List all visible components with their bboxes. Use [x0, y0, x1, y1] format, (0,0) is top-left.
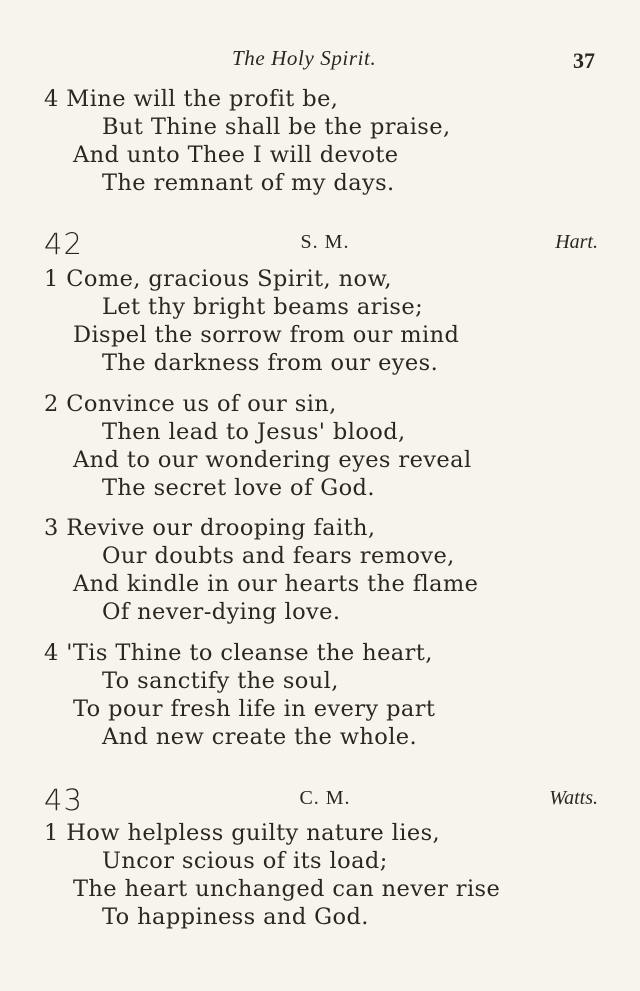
verse-line: 1 Come, gracious Spirit, now, [44, 266, 392, 292]
verse-line: 4 'Tis Thine to cleanse the heart, [44, 640, 433, 666]
hymn-heading [0, 227, 640, 261]
verse-line: Of never-dying love. [102, 599, 341, 625]
hymn-meter: C. M. [299, 787, 351, 809]
verse-line: The remnant of my days. [102, 170, 395, 196]
verse-line: Uncor scious of its load; [102, 848, 388, 874]
hymn-heading [0, 783, 640, 817]
verse-line: To pour fresh life in every part [73, 696, 436, 722]
verse-line: And unto Thee I will devote [73, 142, 399, 168]
verse-line: And to our wondering eyes reveal [73, 447, 472, 473]
verse-line: The heart unchanged can never rise [73, 876, 501, 902]
verse-line: The secret love of God. [102, 475, 375, 501]
verse-line: Our doubts and fears remove, [102, 543, 455, 569]
verse-line: And new create the whole. [102, 724, 418, 750]
verse-line: But Thine shall be the praise, [102, 114, 451, 140]
verse-line: To happiness and God. [102, 904, 369, 930]
hymn-number: 42 [44, 227, 83, 261]
page-number: 37 [573, 48, 595, 73]
verse-line: 4 Mine will the profit be, [44, 86, 339, 112]
verse-line: Dispel the sorrow from our mind [73, 322, 460, 348]
running-header [0, 46, 640, 76]
verse-line: 3 Revive our drooping faith, [44, 515, 376, 541]
verse-line: Then lead to Jesus' blood, [102, 419, 406, 445]
hymn-meter: S. M. [300, 231, 350, 253]
verse-line: 2 Convince us of our sin, [44, 391, 337, 417]
verse-line: To sanctify the soul, [102, 668, 339, 694]
verse-line: And kindle in our hearts the flame [73, 571, 479, 597]
verse-line: 1 How helpless guilty nature lies, [44, 820, 441, 846]
verse-line: Let thy bright beams arise; [102, 294, 424, 320]
hymn-tune: Watts. [549, 787, 598, 809]
verse-line: The darkness from our eyes. [102, 350, 439, 376]
running-title: The Holy Spirit. [232, 46, 377, 70]
hymn-number: 43 [44, 783, 83, 817]
hymn-tune: Hart. [555, 231, 598, 253]
